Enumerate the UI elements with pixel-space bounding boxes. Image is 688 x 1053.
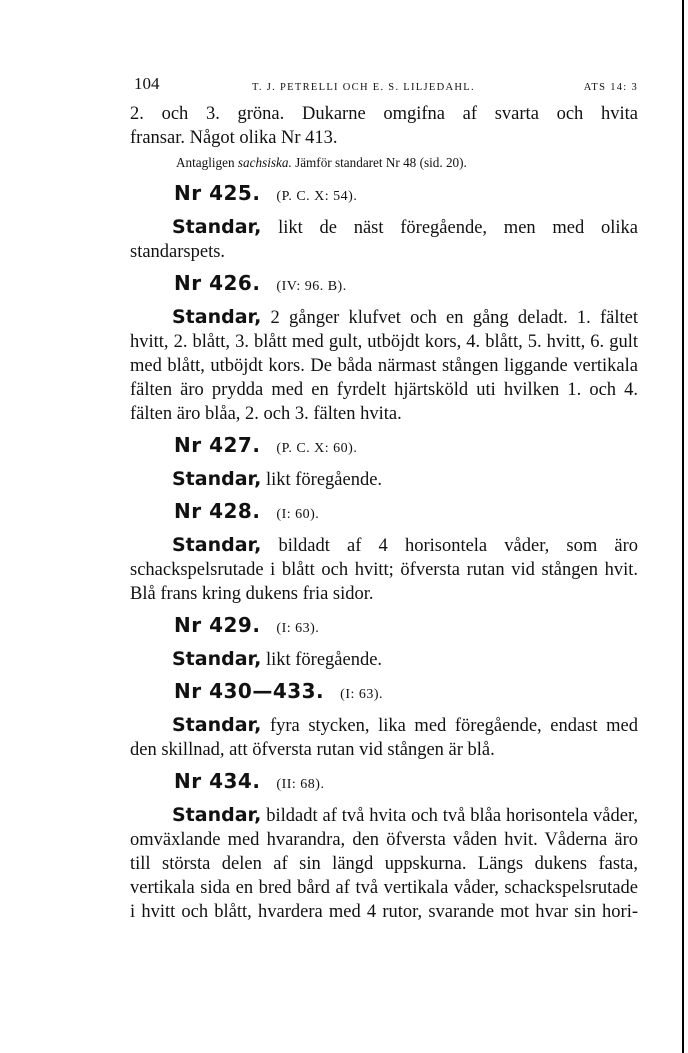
entry-heading <box>130 499 638 533</box>
page-edge-line <box>682 0 684 1053</box>
entry-number: Nr 430—433. <box>174 679 325 703</box>
entry-description <box>130 647 638 672</box>
entry-heading <box>130 769 638 803</box>
entry-number: Nr 426. <box>174 271 261 295</box>
entry-heading <box>130 613 638 647</box>
entry-text: likt de näst föregående, men med olika standarspets. <box>130 218 638 262</box>
entry-heading <box>130 181 638 215</box>
entry-description <box>130 305 638 426</box>
entry-term: Standar, <box>172 216 262 238</box>
entry-description <box>130 803 638 924</box>
entry-source: (I: 60). <box>276 507 320 522</box>
page-number: 104 <box>134 74 160 93</box>
document-page <box>130 70 638 924</box>
entry-heading <box>130 433 638 467</box>
entry-source: (P. C. X: 54). <box>276 189 358 204</box>
entry-text: likt föregående. <box>265 470 383 490</box>
entry-term: Standar, <box>172 648 262 670</box>
entry-description <box>130 533 638 606</box>
running-title: T. J. PETRELLI OCH E. S. LILJEDAHL. <box>252 82 475 93</box>
footnote-remark <box>130 152 638 174</box>
entry-text: likt föregående. <box>265 650 383 670</box>
entry-heading <box>130 271 638 305</box>
entry-number: Nr 427. <box>174 433 261 457</box>
entry-term: Standar, <box>172 714 262 736</box>
entry-text: fyra stycken, lika med föregående, endast med den skillnad, att öfversta rutan vid stången är blå. <box>130 716 638 760</box>
entry-number: Nr 429. <box>174 613 261 637</box>
entry-description <box>130 713 638 762</box>
entry-number: Nr 425. <box>174 181 261 205</box>
entry-number: Nr 428. <box>174 499 261 523</box>
entry-text: bildadt af två hvita och två blåa horisontela våder, omväxlande med hvarandra, den öfversta våden hvit. Våderna äro till största delen af sin längd uppskurna. Längs dukens fasta, vertikala sida en bred bård af två vertikala våder, schackspelsrutade i hvitt och blått, hvardera med 4 rutor, svarande mot hvar sin hori- <box>130 806 638 922</box>
entry-source: (P. C. X: 60). <box>276 441 358 456</box>
note-italic: sachsiska. <box>237 155 292 170</box>
entry-description <box>130 467 638 492</box>
entry-source: (I: 63). <box>340 687 384 702</box>
entry-source: (IV: 96. B). <box>276 279 347 294</box>
entry-term: Standar, <box>172 306 262 328</box>
entry-term: Standar, <box>172 468 262 490</box>
entry-description <box>130 215 638 264</box>
intro-line-2: fransar. Något olika Nr 413. <box>130 128 338 148</box>
entry-heading <box>130 679 638 713</box>
entry-source: (I: 63). <box>276 621 320 636</box>
entry-text: bildadt af 4 horisontela våder, som äro schackspelsrutade i blått och hvitt; öfversta rutan vid stången hvit. Blå frans kring dukens fria sidor. <box>130 536 639 604</box>
page-header <box>130 70 638 94</box>
entry-term: Standar, <box>172 804 262 826</box>
entry-text: 2 gånger klufvet och en gång deladt. 1. fältet hvitt, 2. blått, 3. blått med gult, utböjdt kors, 4. blått, 5. hvitt, 6. gult med blått, utböjdt kors. De båda närmast stången liggande vertikala fälten äro prydda med en fyrdelt hjärtsköld uti hvilken 1. och 4. fälten äro blåa, 2. och 3. fälten hvita. <box>130 308 638 424</box>
entry-number: Nr 434. <box>174 769 261 793</box>
note-prefix: Antagligen <box>176 155 235 170</box>
note-suffix: Jämför standaret Nr 48 (sid. 20). <box>295 155 467 170</box>
intro-line-1: 2. och 3. gröna. Dukarne omgifna af svarta och hvita <box>130 104 638 124</box>
entry-source: (II: 68). <box>276 777 325 792</box>
series-label: ATS 14: 3 <box>583 82 638 93</box>
entry-term: Standar, <box>172 534 262 556</box>
